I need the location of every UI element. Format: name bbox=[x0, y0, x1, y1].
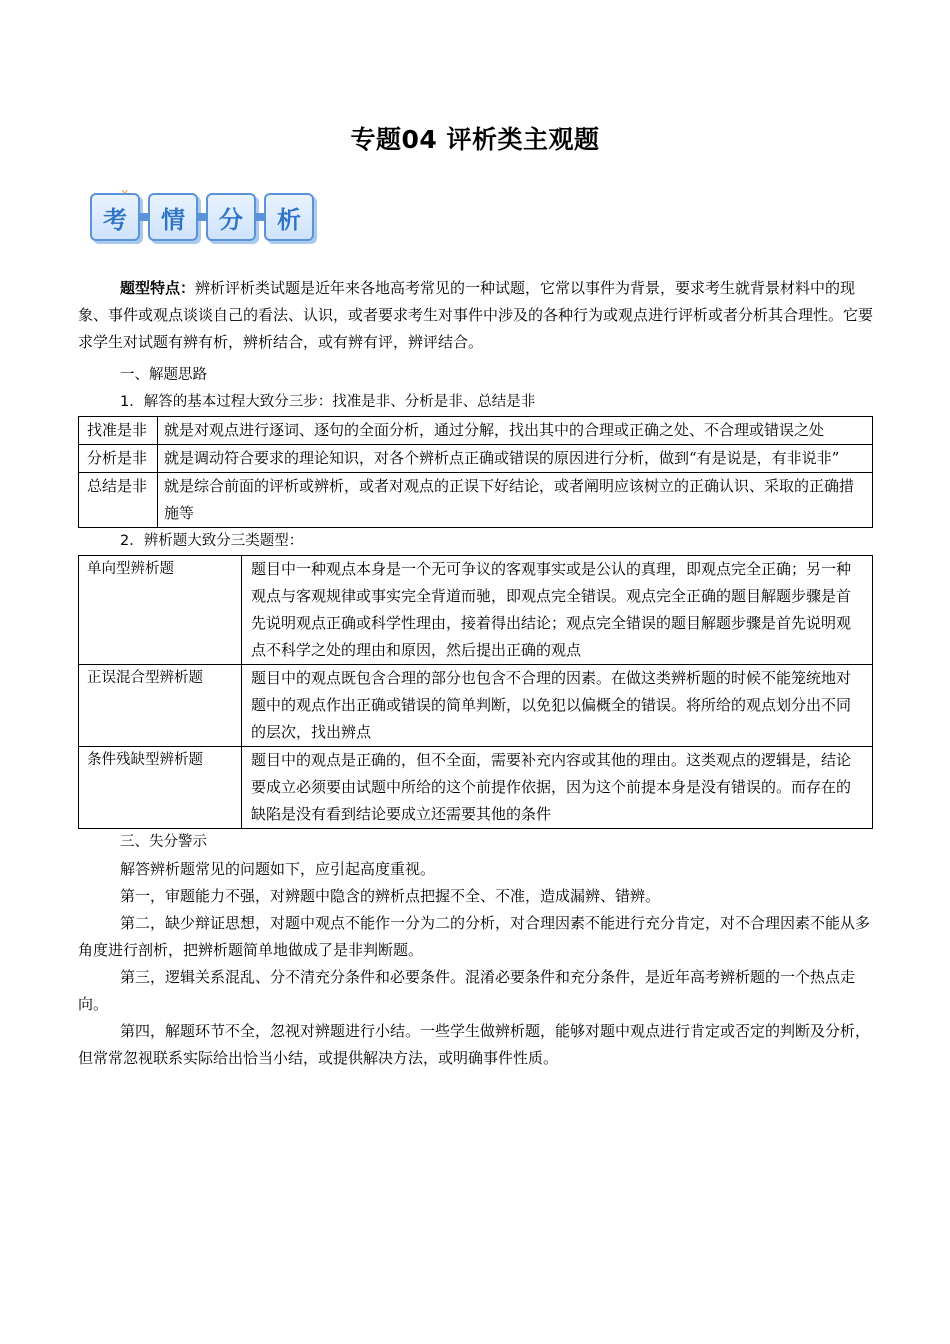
warning-paragraph: 第一，审题能力不强，对辨题中隐含的辨析点把握不全、不准，造成漏辨、错辨。 bbox=[120, 887, 661, 905]
section-1-sub2: 2．辨析题大致分三类题型： bbox=[120, 533, 304, 549]
badge-char-1: 考 bbox=[90, 193, 140, 241]
step-desc: 就是对观点进行逐词、逐句的全面分析，通过分解，找出其中的合理或正确之处、不合理或错误之处 bbox=[158, 417, 873, 445]
section-1-heading: 一、解题思路 bbox=[120, 367, 207, 383]
type-desc: 题目中的观点是正确的，但不全面，需要补充内容或其他的理由。这类观点的逻辑是，结论要成立必须要由试题中所给的这个前提作依据，因为这个前提本身是没有错误的。而存在的缺陷是没有看到结论要成立还需要其他的条件 bbox=[242, 747, 873, 829]
intro-label: 题型特点： bbox=[120, 279, 196, 297]
badge-char-2: 情 bbox=[148, 193, 198, 241]
warning-paragraph: 第四，解题环节不全，忽视对辨题进行小结。一些学生做辨析题，能够对题中观点进行肯定或否定的判断及分析，但常常忽视联系实际给出恰当小结，或提供解决方法，或明确事件性质。 bbox=[78, 1022, 871, 1067]
warning-paragraph: 解答辨析题常见的问题如下，应引起高度重视。 bbox=[120, 860, 436, 878]
step-key: 分析是非 bbox=[79, 445, 158, 473]
table-row bbox=[79, 445, 873, 473]
table-row bbox=[79, 556, 873, 665]
type-key: 正误混合型辨析题 bbox=[79, 665, 242, 747]
step-desc: 就是综合前面的评析或辨析，或者对观点的正误下好结论，或者阐明应该树立的正确认识、采取的正确措施等 bbox=[158, 473, 873, 528]
step-key: 找准是非 bbox=[79, 417, 158, 445]
table-row bbox=[79, 665, 873, 747]
intro-section bbox=[78, 275, 873, 356]
step-key: 总结是非 bbox=[79, 473, 158, 528]
table-row bbox=[79, 747, 873, 829]
intro-text: 辨析评析类试题是近年来各地高考常见的一种试题，它常以事件为背景，要求考生就背景材料中的现象、事件或观点谈谈自己的看法、认识，或者要求考生对事件中涉及的各种行为或观点进行评析或者分析其合理性。它要求学生对试题有辨有析，辨析结合，或有辨有评，辨评结合。 bbox=[78, 279, 874, 351]
step-desc: 就是调动符合要求的理论知识，对各个辨析点正确或错误的原因进行分析，做到“有是说是，有非说非” bbox=[158, 445, 873, 473]
table-row bbox=[79, 473, 873, 528]
page-title: 专题04 评析类主观题 bbox=[350, 125, 600, 154]
badge-char-4: 析 bbox=[264, 193, 314, 241]
warning-paragraph: 第二，缺少辩证思想，对题中观点不能作一分为二的分析，对合理因素不能进行充分肯定，对不合理因素不能从多角度进行剖析，把辨析题简单地做成了是非判断题。 bbox=[78, 914, 871, 959]
type-desc: 题目中一种观点本身是一个无可争议的客观事实或是公认的真理，即观点完全正确；另一种观点与客观规律或事实完全背道而驰，即观点完全错误。观点完全正确的题目解题步骤是首先说明观点正确或科学性理由，接着得出结论；观点完全错误的题目解题步骤是首先说明观点不科学之处的理由和原因，然后提出正确的观点 bbox=[242, 556, 873, 665]
steps-table bbox=[78, 416, 873, 528]
type-desc: 题目中的观点既包含合理的部分也包含不合理的因素。在做这类辨析题的时候不能笼统地对题中的观点作出正确或错误的简单判断，以免犯以偏概全的错误。将所给的观点划分出不同的层次，找出辨点 bbox=[242, 665, 873, 747]
table-row bbox=[79, 417, 873, 445]
intro-paragraph bbox=[78, 275, 873, 356]
badge-char-3: 分 bbox=[206, 193, 256, 241]
type-key: 单向型辨析题 bbox=[79, 556, 242, 665]
types-table bbox=[78, 555, 873, 829]
section-1 bbox=[78, 362, 873, 1072]
warning-paragraph: 第三，逻辑关系混乱、分不清充分条件和必要条件。混淆必要条件和充分条件，是近年高考辨析题的一个热点走向。 bbox=[78, 968, 856, 1013]
section-3-heading: 三、失分警示 bbox=[120, 834, 207, 850]
section-1-sub1: 1．解答的基本过程大致分三步：找准是非、分析是非、总结是非 bbox=[120, 394, 536, 410]
type-key: 条件残缺型辨析题 bbox=[79, 747, 242, 829]
